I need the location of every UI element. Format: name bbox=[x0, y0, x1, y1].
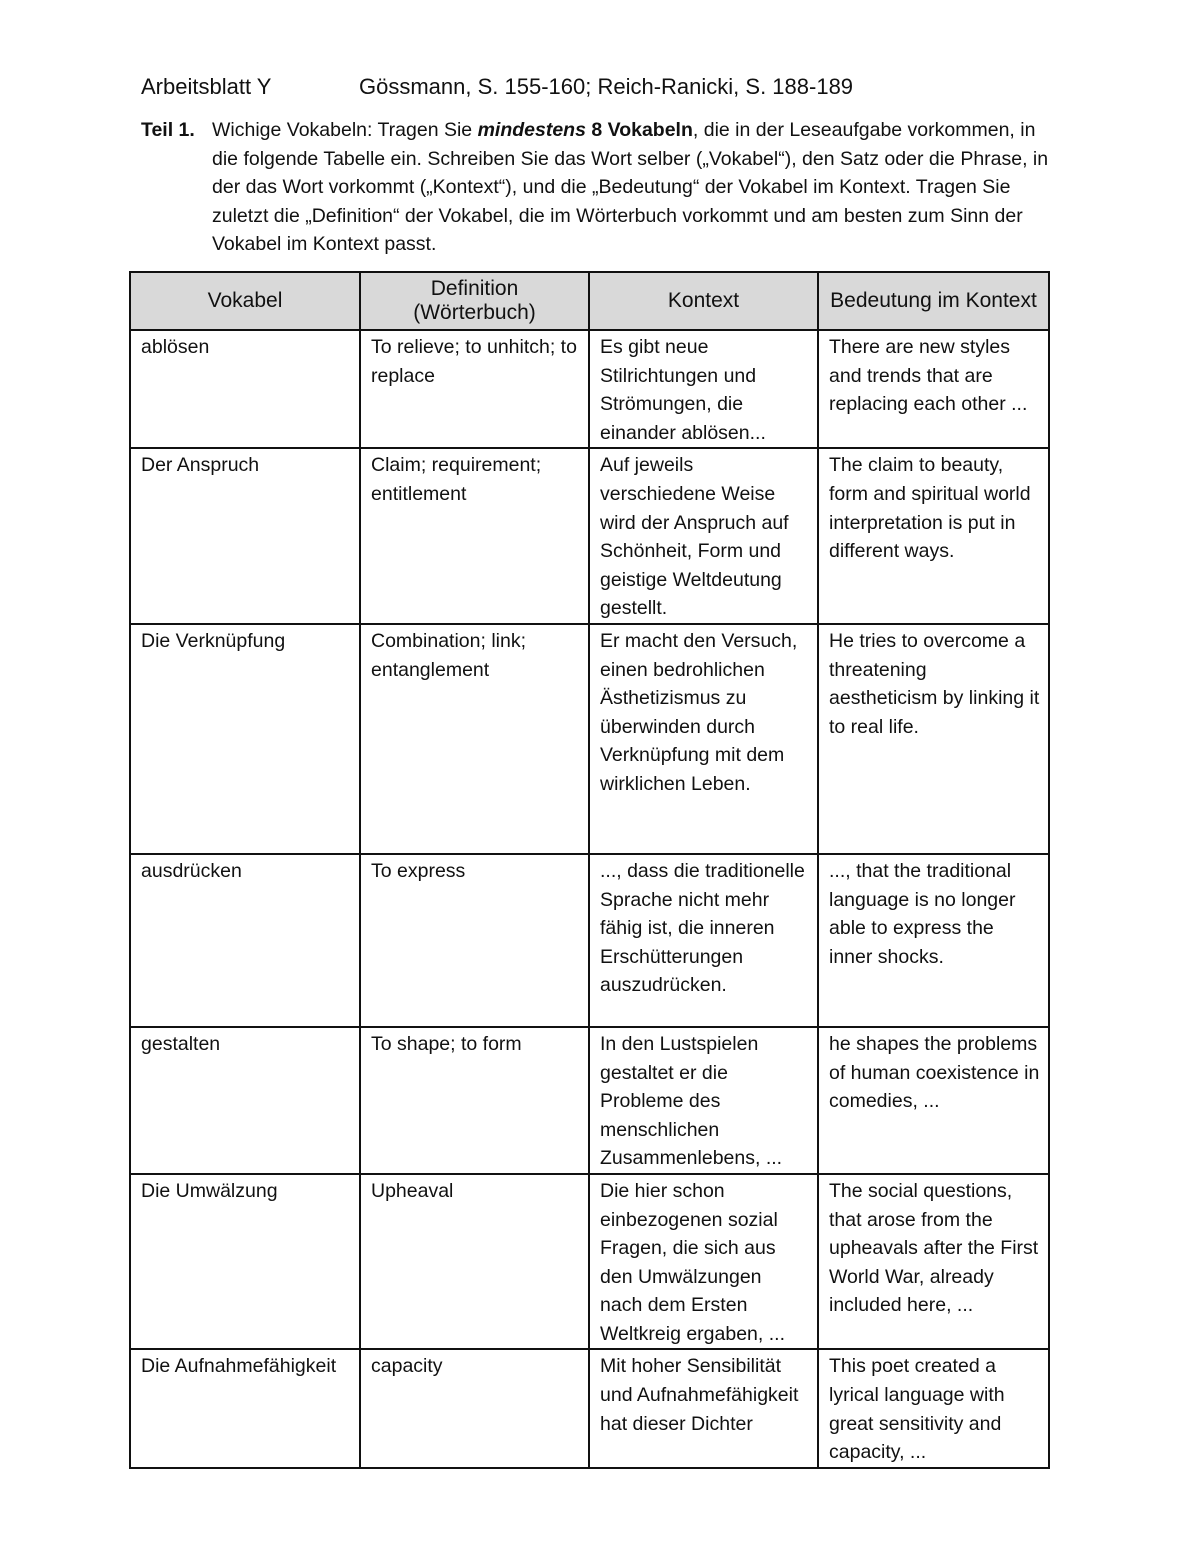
cell-kontext: Mit hoher Sensibilität und Aufnahmefähigkeit hat dieser Dichter bbox=[589, 1349, 818, 1467]
table-row bbox=[130, 1174, 1049, 1350]
cell-kontext: In den Lustspielen gestaltet er die Probleme des menschlichen Zusammenlebens, ... bbox=[589, 1027, 818, 1174]
cell-bedeutung: The social questions, that arose from the upheavals after the First World War, already included here, ... bbox=[818, 1174, 1049, 1350]
table-row bbox=[130, 1027, 1049, 1174]
cell-definition: Claim; requirement; entitlement bbox=[360, 448, 589, 624]
source-references: Gössmann, S. 155-160; Reich-Ranicki, S. 188-189 bbox=[359, 74, 854, 99]
part-label: Teil 1. bbox=[141, 119, 195, 141]
cell-vokabel: gestalten bbox=[130, 1027, 360, 1174]
table-header-row bbox=[130, 272, 1049, 330]
cell-definition: Upheaval bbox=[360, 1174, 589, 1350]
cell-vokabel: ablösen bbox=[130, 330, 360, 448]
column-header-bedeutung: Bedeutung im Kontext bbox=[818, 272, 1049, 330]
cell-definition: To shape; to form bbox=[360, 1027, 589, 1174]
sheet-title: Arbeitsblatt Y bbox=[141, 74, 272, 99]
cell-kontext: ..., dass die traditionelle Sprache nicht mehr fähig ist, die inneren Erschütterungen auszudrücken. bbox=[589, 854, 818, 1027]
vocabulary-table bbox=[129, 271, 1050, 1469]
instructions-text-start: Wichige Vokabeln: Tragen Sie bbox=[212, 119, 478, 141]
cell-definition: To express bbox=[360, 854, 589, 1027]
cell-bedeutung: There are new styles and trends that are replacing each other ... bbox=[818, 330, 1049, 448]
column-header-kontext: Kontext bbox=[589, 272, 818, 330]
column-header-vokabel: Vokabel bbox=[130, 272, 360, 330]
instructions-emphasis: mindestens bbox=[477, 119, 586, 141]
cell-bedeutung: The claim to beauty, form and spiritual world interpretation is put in different ways. bbox=[818, 448, 1049, 624]
cell-bedeutung: He tries to overcome a threatening aestheticism by linking it to real life. bbox=[818, 624, 1049, 854]
table-row bbox=[130, 448, 1049, 624]
cell-bedeutung: This poet created a lyrical language with great sensitivity and capacity, ... bbox=[818, 1349, 1049, 1467]
worksheet-header bbox=[141, 74, 853, 100]
cell-kontext: Es gibt neue Stilrichtungen und Strömungen, die einander ablösen... bbox=[589, 330, 818, 448]
instructions bbox=[141, 116, 1061, 259]
cell-kontext: Die hier schon einbezogenen sozial Fragen, die sich aus den Umwälzungen nach dem Ersten Weltkreig ergaben, ... bbox=[589, 1174, 818, 1350]
cell-bedeutung: ..., that the traditional language is no longer able to express the inner shocks. bbox=[818, 854, 1049, 1027]
table-row bbox=[130, 1349, 1049, 1467]
table-row bbox=[130, 624, 1049, 854]
instructions-text bbox=[212, 116, 1061, 259]
table-row bbox=[130, 330, 1049, 448]
column-header-definition: Definition (Wörterbuch) bbox=[360, 272, 589, 330]
instructions-count: 8 Vokabeln bbox=[585, 119, 693, 141]
cell-vokabel: Die Aufnahmefähigkeit bbox=[130, 1349, 360, 1467]
cell-definition: capacity bbox=[360, 1349, 589, 1467]
table-row bbox=[130, 854, 1049, 1027]
instructions-text-end: , die in der Leseaufgabe vorkommen, in die folgende Tabelle ein. Schreiben Sie das Wort selber („Vokabel“), den Satz oder die Phrase, in der das Wort vorkommt („Kontext“), und die „Bedeutung“ der Vokabel im Kontext. Tragen Sie zuletzt die „Definition“ der Vokabel, die im Wörterbuch vorkommt und am besten zum Sinn der Vokabel im Kontext passt. bbox=[212, 119, 1049, 256]
cell-bedeutung: he shapes the problems of human coexistence in comedies, ... bbox=[818, 1027, 1049, 1174]
cell-vokabel: Die Verknüpfung bbox=[130, 624, 360, 854]
cell-vokabel: Die Umwälzung bbox=[130, 1174, 360, 1350]
cell-vokabel: ausdrücken bbox=[130, 854, 360, 1027]
cell-definition: Combination; link; entanglement bbox=[360, 624, 589, 854]
cell-kontext: Auf jeweils verschiedene Weise wird der Anspruch auf Schönheit, Form und geistige Weltdeutung gestellt. bbox=[589, 448, 818, 624]
cell-kontext: Er macht den Versuch, einen bedrohlichen Ästhetizismus zu überwinden durch Verknüpfung mit dem wirklichen Leben. bbox=[589, 624, 818, 854]
cell-definition: To relieve; to unhitch; to replace bbox=[360, 330, 589, 448]
cell-vokabel: Der Anspruch bbox=[130, 448, 360, 624]
